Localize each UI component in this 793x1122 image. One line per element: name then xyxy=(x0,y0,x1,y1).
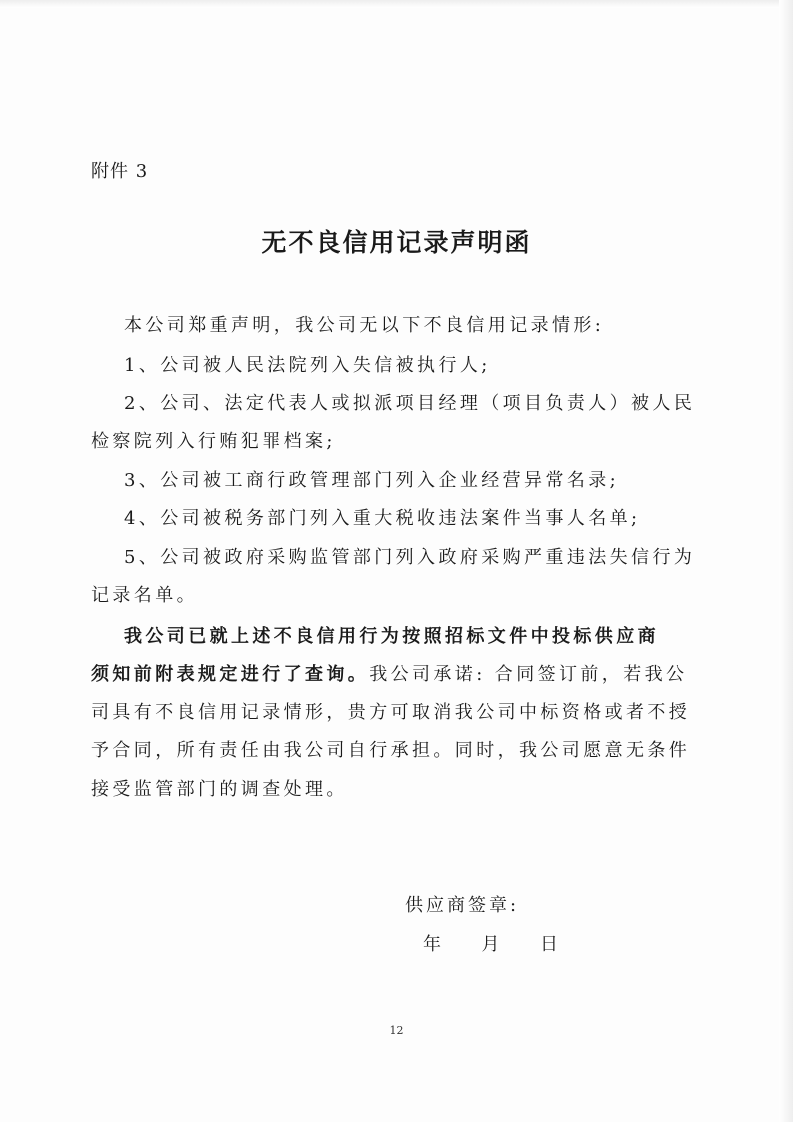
list-item-3: 3、公司被工商行政管理部门列入企业经营异常名录; xyxy=(124,470,620,491)
list-item-2: 2、公司、法定代表人或拟派项目经理（项目负责人）被人民 xyxy=(124,393,696,414)
commitment-line-1: 我公司已就上述不良信用行为按照招标文件中投标供应商 xyxy=(124,626,659,647)
scan-edge-top xyxy=(0,0,793,8)
signature-label: 供应商签章: xyxy=(405,895,520,916)
signature-date xyxy=(423,930,561,956)
document-title: 无不良信用记录声明函 xyxy=(261,228,532,257)
scan-edge-right xyxy=(779,0,793,1122)
commitment-line-2 xyxy=(91,660,687,686)
intro-paragraph: 本公司郑重声明，我公司无以下不良信用记录情形: xyxy=(124,315,605,336)
date-year: 年 xyxy=(423,934,444,955)
list-item-4: 4、公司被税务部门列入重大税收违法案件当事人名单; xyxy=(124,508,641,529)
commitment-line-2-bold: 须知前附表规定进行了查询。 xyxy=(91,664,370,685)
commitment-line-2-rest: 我公司承诺: 合同签订前，若我公 xyxy=(369,664,688,685)
page-number: 12 xyxy=(389,1024,404,1037)
list-item-5: 5、公司被政府采购监管部门列入政府采购严重违法失信行为 xyxy=(124,547,696,568)
date-day: 日 xyxy=(539,934,561,955)
list-item-1: 1、公司被人民法院列入失信被执行人; xyxy=(124,355,491,376)
date-month: 月 xyxy=(481,934,503,955)
commitment-line-4: 予合同，所有责任由我公司自行承担。同时，我公司愿意无条件 xyxy=(91,740,691,761)
commitment-line-3: 司具有不良信用记录情形，贵方可取消我公司中标资格或者不授 xyxy=(91,702,691,723)
list-item-5-continued: 记录名单。 xyxy=(91,585,198,606)
commitment-line-5: 接受监管部门的调查处理。 xyxy=(91,779,348,800)
attachment-label: 附件 3 xyxy=(91,161,149,182)
list-item-2-continued: 检察院列入行贿犯罪档案; xyxy=(91,431,336,452)
